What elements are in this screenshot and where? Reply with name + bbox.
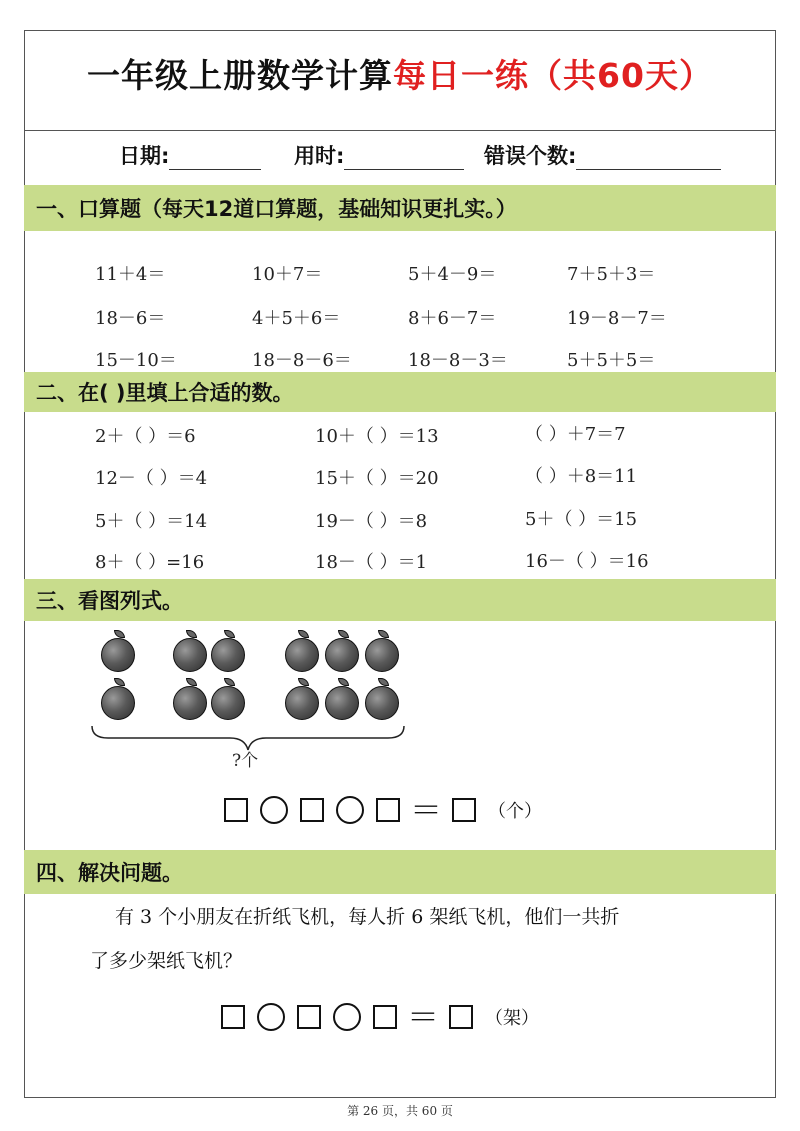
s1-item: 11＋4＝ [95, 264, 166, 285]
s2-item: 2＋（ ）＝6 [95, 426, 196, 447]
date-blank[interactable] [169, 145, 261, 170]
operator-circle[interactable] [336, 796, 364, 824]
apple-icon [365, 686, 399, 720]
errors-field [484, 140, 721, 170]
s2-item: 19－（ ）＝8 [315, 511, 428, 532]
title-black: 一年级上册数学计算 [87, 56, 394, 95]
apple-icon [173, 638, 207, 672]
time-field [294, 140, 464, 170]
equals-sign: ＝ [410, 791, 443, 829]
answer-box[interactable] [452, 798, 476, 822]
page-footer: 第 26 页，共 60 页 [347, 1104, 453, 1118]
answer-formula [218, 791, 543, 829]
apple-icon [173, 686, 207, 720]
answer-box[interactable] [221, 1005, 245, 1029]
date-label: 日期: [119, 144, 170, 168]
s1-item: 19－8－7＝ [567, 308, 667, 329]
title-red: 每日一练（共60天） [393, 56, 713, 95]
s2-item: 10＋（ ）＝13 [315, 426, 439, 447]
problem-line-2: 了多少架纸飞机？ [90, 950, 243, 972]
s2-item: 12－（ ）＝4 [95, 468, 208, 489]
s2-item: 15＋（ ）＝20 [315, 468, 439, 489]
errors-blank[interactable] [576, 145, 721, 170]
problem-line-1: 有 3 个小朋友在折纸飞机，每人折 6 架纸飞机，他们一共折 [115, 906, 620, 928]
unit-label: （架） [485, 1008, 540, 1029]
s1-item: 7＋5＋3＝ [567, 264, 656, 285]
s1-item: 5＋4－9＝ [408, 264, 497, 285]
s2-item: （ ）＋8＝11 [525, 466, 638, 487]
time-label: 用时: [294, 144, 345, 168]
apple-icon [365, 638, 399, 672]
answer-formula [215, 998, 540, 1036]
section2-heading: 二、在( )里填上合适的数。 [24, 372, 776, 412]
section3-heading: 三、看图列式。 [24, 579, 776, 621]
s1-item: 15－10＝ [95, 350, 177, 371]
apple-icon [325, 686, 359, 720]
equals-sign: ＝ [407, 998, 440, 1036]
operator-circle[interactable] [333, 1003, 361, 1031]
s2-item: 5＋（ ）＝15 [525, 509, 638, 530]
s2-item: 8＋（ ）=16 [95, 552, 205, 573]
s1-item: 5＋5＋5＝ [567, 350, 656, 371]
answer-box[interactable] [376, 798, 400, 822]
divider [24, 130, 776, 131]
apple-icon [211, 638, 245, 672]
s1-item: 4＋5＋6＝ [252, 308, 341, 329]
s1-item: 18－8－3＝ [408, 350, 508, 371]
s2-item: 5＋（ ）＝14 [95, 511, 208, 532]
errors-label: 错误个数: [484, 144, 577, 168]
section4-heading: 四、解决问题。 [24, 850, 776, 894]
apple-icon [285, 686, 319, 720]
s2-item: 16－（ ）＝16 [525, 551, 649, 572]
unit-label: （个） [488, 801, 543, 822]
s2-item: （ ）＋7＝7 [525, 424, 626, 445]
apple-icon [211, 686, 245, 720]
answer-box[interactable] [297, 1005, 321, 1029]
apple-icon [285, 638, 319, 672]
brace-label: ?个 [232, 751, 259, 771]
s1-item: 18－6＝ [95, 308, 166, 329]
s2-item: 18－（ ）＝1 [315, 552, 428, 573]
apple-icon [101, 638, 135, 672]
apple-icon [101, 686, 135, 720]
section1-heading: 一、口算题（每天12道口算题，基础知识更扎实。） [24, 185, 776, 231]
s1-item: 10＋7＝ [252, 264, 323, 285]
s1-item: 18－8－6＝ [252, 350, 352, 371]
apple-icon [325, 638, 359, 672]
date-field [119, 140, 261, 170]
time-blank[interactable] [344, 145, 464, 170]
operator-circle[interactable] [260, 796, 288, 824]
page-title [24, 50, 776, 97]
answer-box[interactable] [224, 798, 248, 822]
answer-box[interactable] [449, 1005, 473, 1029]
answer-box[interactable] [373, 1005, 397, 1029]
s1-item: 8＋6－7＝ [408, 308, 497, 329]
answer-box[interactable] [300, 798, 324, 822]
operator-circle[interactable] [257, 1003, 285, 1031]
